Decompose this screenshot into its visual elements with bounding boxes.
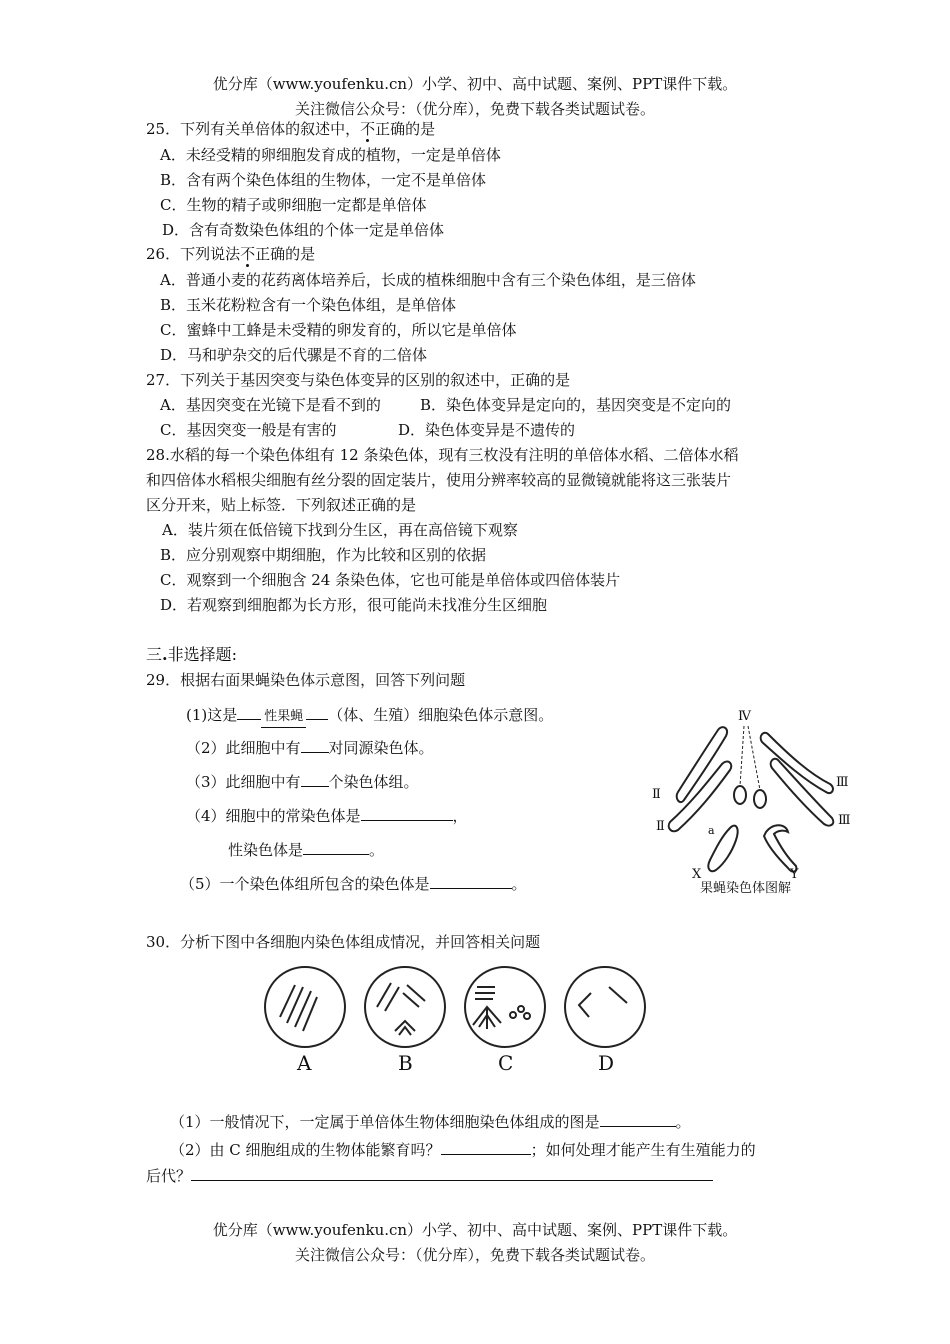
label-iii-upper: Ⅲ: [836, 775, 849, 790]
q29-sub-1: (1)这是 性果蝇 （体、生殖）细胞染色体示意图。: [186, 705, 553, 728]
cell-label-d: D: [598, 1051, 615, 1075]
cell-label-c: C: [498, 1051, 514, 1075]
q29-sub-3: （3）此细胞中有 个染色体组。: [186, 773, 419, 791]
q29-sub-2: （2）此细胞中有 对同源染色体。: [186, 739, 434, 757]
answer-blank[interactable]: [301, 738, 329, 753]
chromosome-iv-left: [734, 786, 746, 804]
q27-option-c: C．基因突变一般是有害的: [160, 421, 337, 439]
q28-option-c: C．观察到一个细胞含 24 条染色体，它也可能是单倍体或四倍体装片: [160, 571, 621, 589]
q30-sub-2: （2）由 C 细胞组成的生物体能繁育吗？ ；如何处理才能产生有生殖能力的: [170, 1141, 756, 1159]
answer-blank[interactable]: [306, 705, 328, 720]
q28-option-b: B．应分别观察中期细胞，作为比较和区别的依据: [160, 546, 487, 564]
q28-stem-line-3: 区分开来，贴上标签．下列叙述正确的是: [146, 496, 417, 514]
answer-blank[interactable]: [237, 705, 261, 720]
q28-stem-line-2: 和四倍体水稻根尖细胞有丝分裂的固定装片，使用分辨率较高的显微镜就能将这三张装片: [146, 471, 732, 489]
chromosome-y: [764, 825, 796, 871]
chromosome-iv-right: [754, 790, 766, 808]
header-line-2: 关注微信公众号：（优分库），免费下载各类试题试卷。: [294, 100, 655, 118]
q26-option-c: C．蜜蜂中工蜂是未受精的卵发育的，所以它是单倍体: [160, 321, 517, 339]
answer-blank[interactable]: [301, 772, 329, 787]
q28-stem-line-1: 28.水稻的每一个染色体组有 12 条染色体，现有三枚没有注明的单倍体水稻、二倍体水稻: [146, 446, 739, 464]
q28-option-a: A．装片须在低倍镜下找到分生区，再在高倍镜下观察: [162, 521, 518, 539]
q30-stem: 30．分析下图中各细胞内染色体组成情况，并回答相关问题: [146, 933, 541, 951]
q27-option-a: A．基因突变在光镜下是看不到的: [160, 396, 381, 414]
emphasis-dot: 不: [240, 245, 256, 263]
cell-d-circle: [565, 967, 645, 1047]
cell-label-a: A: [297, 1051, 312, 1075]
q25-option-c: C．生物的精子或卵细胞一定都是单倍体: [160, 196, 427, 214]
answer-blank[interactable]: [191, 1166, 713, 1181]
header-line-1: 优分库（www.youfenku.cn）小学、初中、高中试题、案例、PPT课件下载。: [212, 75, 738, 93]
footer-line-1: 优分库（www.youfenku.cn）小学、初中、高中试题、案例、PPT课件下载。: [212, 1221, 738, 1239]
q30-sub-2-line-2: 后代？: [146, 1166, 713, 1186]
label-iv: Ⅳ: [738, 709, 751, 724]
answer-blank[interactable]: [303, 840, 369, 855]
q25-stem: 25．下列有关单倍体的叙述中，不正确的是: [146, 120, 436, 138]
q28-option-d: D．若观察到细胞都为长方形，很可能尚未找准分生区细胞: [160, 596, 548, 614]
q26-option-d: D．马和驴杂交的后代骡是不育的二倍体: [160, 346, 428, 364]
q29-stem: 29．根据右面果蝇染色体示意图，回答下列问题: [146, 671, 466, 689]
label-a: a: [708, 824, 715, 837]
cell-d-chromosomes: [579, 987, 627, 1017]
iv-pointer-lines: [740, 726, 760, 790]
q27-option-d: D．染色体变异是不遗传的: [398, 421, 576, 439]
q26-option-a: A．普通小麦的花药离体培养后，长成的植株细胞中含有三个染色体组，是三倍体: [160, 271, 696, 289]
cell-c-chromosomes: [473, 987, 530, 1029]
q25-option-d: D．含有奇数染色体组的个体一定是单倍体: [162, 221, 445, 239]
chromosome-ii-upper: [677, 727, 727, 802]
label-x: X: [692, 867, 702, 882]
answer-blank[interactable]: [361, 806, 453, 821]
q29-sub-4: （4）细胞中的常染色体是 ，: [186, 807, 468, 825]
q27-stem: 27．下列关于基因突变与染色体变异的区别的叙述中，正确的是: [146, 371, 571, 389]
drosophila-chromosome-figure: [640, 700, 860, 900]
q26-stem: 26．下列说法不正确的是: [146, 245, 316, 263]
q30-sub-1: （1）一般情况下，一定属于单倍体生物体细胞染色体组成的图是 。: [170, 1113, 691, 1131]
answer-blank[interactable]: [430, 874, 512, 889]
answer-blank[interactable]: [441, 1140, 531, 1155]
q25-option-b: B．含有两个染色体组的生物体，一定不是单倍体: [160, 171, 487, 189]
q27-option-b: B．染色体变异是定向的，基因突变是不定向的: [420, 396, 732, 414]
label-ii-lower: Ⅱ: [656, 819, 665, 834]
cell-b-chromosomes: [377, 983, 425, 1035]
label-ii-upper: Ⅱ: [652, 787, 661, 802]
label-y: Y: [790, 867, 799, 882]
cell-a-circle: [265, 967, 345, 1047]
q26-option-b: B．玉米花粉粒含有一个染色体组，是单倍体: [160, 296, 457, 314]
q29-sub-5: （5）一个染色体组所包含的染色体是 。: [180, 875, 527, 893]
cell-diagrams: [255, 965, 655, 1080]
filled-answer: 性果蝇: [261, 707, 306, 728]
chromosome-ii-lower: [669, 762, 732, 832]
section-title: 三.非选择题:: [146, 645, 237, 664]
cell-a-chromosomes: [280, 985, 317, 1031]
footer-line-2: 关注微信公众号：（优分库），免费下载各类试题试卷。: [294, 1246, 655, 1264]
cell-label-b: B: [398, 1051, 413, 1075]
q25-option-a: A．未经受精的卵细胞发育成的植物，一定是单倍体: [160, 146, 501, 164]
cell-c-circle: [465, 967, 545, 1047]
q29-sub-4b: 性染色体是 。: [228, 841, 385, 859]
chromosome-iii-lower: [771, 759, 834, 826]
figure-caption: 果蝇染色体图解: [700, 881, 792, 896]
answer-blank[interactable]: [600, 1112, 676, 1127]
label-iii-lower: Ⅲ: [838, 813, 851, 828]
emphasis-dot: 不: [360, 120, 376, 138]
